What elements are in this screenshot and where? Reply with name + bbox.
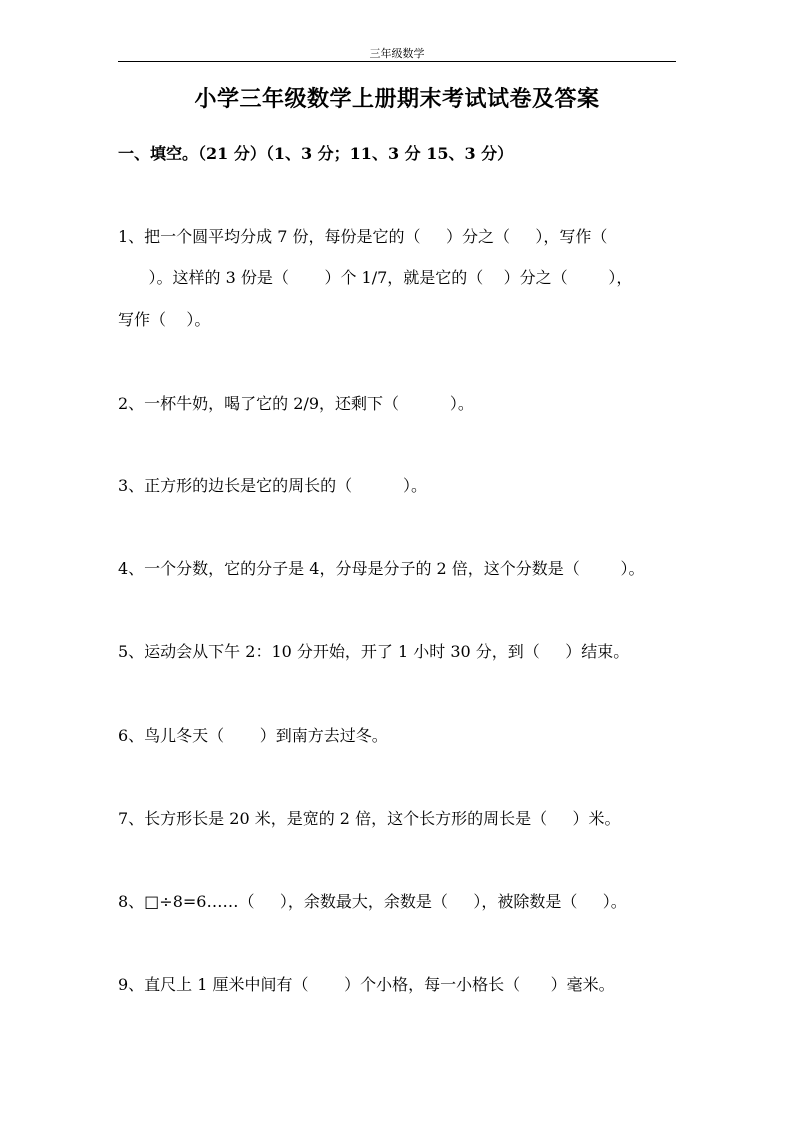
question-1-line-1: 1、把一个圆平均分成 7 份，每份是它的（ ）分之（ ），写作（ [118,227,608,246]
header-rule [118,61,676,62]
question-8: 8、□÷8=6……（ ），余数最大，余数是（ ），被除数是（ ）。 [118,892,627,911]
question-6: 6、鸟儿冬天（ ）到南方去过冬。 [118,726,388,745]
question-2: 2、一杯牛奶，喝了它的 2/9，还剩下（ ）。 [118,394,474,413]
question-3: 3、正方形的边长是它的周长的（ ）。 [118,476,428,495]
section-title: 一、填空。（21 分）（1、3 分；11、3 分 15、3 分） [118,144,514,163]
running-header: 三年级数学 [369,47,425,60]
question-9: 9、直尺上 1 厘米中间有（ ）个小格，每一小格长（ ）毫米。 [118,975,615,994]
page-title: 小学三年级数学上册期末考试试卷及答案 [194,86,600,112]
question-4: 4、一个分数，它的分子是 4，分母是分子的 2 倍，这个分数是（ ）。 [118,559,645,578]
question-1-line-2: ）。这样的 3 份是（ ）个 1/7，就是它的（ ）分之（ ）， [118,268,633,287]
question-5: 5、运动会从下午 2：10 分开始，开了 1 小时 30 分，到（ ）结束。 [118,642,630,661]
question-1-line-3: 写作（ ）。 [118,310,211,329]
question-7: 7、长方形长是 20 米，是宽的 2 倍，这个长方形的周长是（ ）米。 [118,809,621,828]
